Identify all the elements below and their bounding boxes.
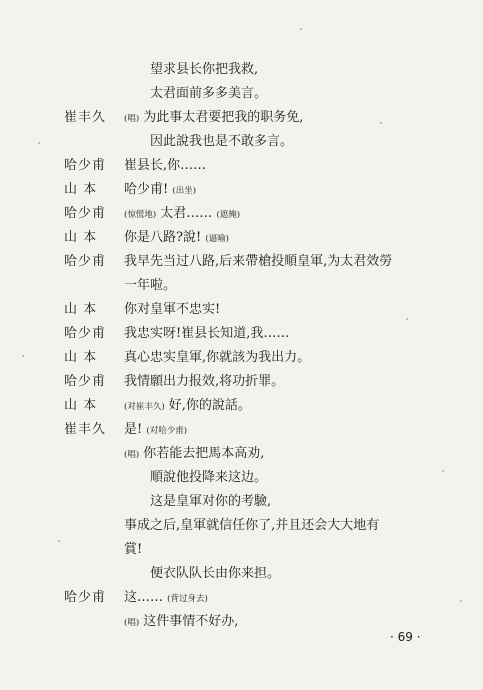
- speaker-name: 山 本: [64, 182, 98, 197]
- verse-line: [124, 518, 379, 534]
- line-text: 这……: [124, 590, 164, 605]
- line-text: 这是皇軍对你的考驗,: [150, 494, 272, 509]
- verse-line: [150, 134, 293, 150]
- dialogue-line: [124, 110, 303, 127]
- line-text: 为此事太君要把我的职务免,: [143, 110, 304, 125]
- stage-direction: (出坐): [172, 186, 197, 196]
- line-text: 是!: [124, 422, 143, 437]
- dialogue-line: [124, 182, 196, 199]
- scan-speck: [300, 28, 302, 30]
- speaker-name: 崔丰久: [64, 422, 107, 437]
- stage-tag: (唱): [124, 450, 140, 460]
- line-text: 我情願出力报效,将功折罪。: [124, 374, 285, 389]
- speaker-name: 哈少甫: [64, 590, 107, 605]
- speaker-name: 哈少甫: [64, 158, 107, 173]
- stage-direction: (惊慌地): [124, 210, 157, 220]
- line-text: 太君面前多多美言。: [150, 86, 268, 101]
- dialogue-line: [124, 158, 206, 174]
- stage-direction: (背过身去): [167, 594, 208, 604]
- line-text: 你是八路?說!: [124, 230, 202, 245]
- line-text: 賞!: [124, 542, 143, 557]
- line-text: 你若能去把馬本高劝,: [143, 446, 265, 461]
- speaker-name: 哈少甫: [64, 254, 107, 269]
- dialogue-line: [124, 278, 176, 294]
- line-text: 太君……: [160, 206, 213, 221]
- verse-line: [150, 566, 280, 582]
- dialogue-line: [124, 230, 229, 247]
- speaker-name: 山 本: [64, 230, 98, 245]
- line-text: 便衣队队长由你来担。: [150, 566, 281, 581]
- line-text: 哈少甫!: [124, 182, 169, 197]
- line-text: 崔县长,你……: [124, 158, 207, 173]
- page-number: · 69 ·: [390, 630, 421, 644]
- stage-direction: (遮掩): [216, 210, 241, 220]
- line-text: 一年啦。: [124, 278, 177, 293]
- line-text: 我早先当过八路,后来帶槍投順皇軍,为太君效勞: [124, 254, 393, 269]
- line-text: 事成之后,皇軍就信任你了,并且还会大大地有: [124, 518, 380, 533]
- speaker-name: 哈少甫: [64, 206, 107, 221]
- verse-line: [150, 470, 267, 486]
- speaker-name: 山 本: [64, 350, 98, 365]
- verse-line: [150, 494, 271, 510]
- dialogue-line: [124, 374, 284, 390]
- speaker-name: 崔丰久: [64, 110, 107, 125]
- line-text: 我忠实呀!崔县长知道,我……: [124, 326, 290, 341]
- stage-direction: (逼喻): [205, 234, 229, 244]
- dialogue-line: [124, 422, 187, 439]
- dialogue-line: [124, 206, 240, 223]
- line-text: 順說他投降来这边。: [150, 470, 268, 485]
- speaker-name: 山 本: [64, 302, 98, 317]
- scan-speck: [460, 600, 462, 602]
- dialogue-line: [124, 350, 310, 366]
- verse-line: [124, 614, 238, 631]
- scan-speck: [22, 355, 24, 357]
- speaker-name: 哈少甫: [64, 326, 107, 341]
- verse-line: [124, 446, 264, 463]
- scan-speck: [406, 318, 408, 320]
- line-text: 因此說我也是不敢多言。: [150, 134, 294, 149]
- dialogue-line: [124, 590, 208, 607]
- stage-direction: (对崔丰久): [124, 402, 165, 412]
- scan-speck: [442, 470, 444, 472]
- line-text: 好,你的說話。: [168, 398, 251, 413]
- line-text: 你对皇軍不忠实!: [124, 302, 221, 317]
- speaker-name: 哈少甫: [64, 374, 107, 389]
- verse-line: [150, 62, 258, 78]
- stage-direction: (对哈少甫): [146, 426, 188, 436]
- line-text: 真心忠实皇軍,你就該为我出力。: [124, 350, 311, 365]
- verse-line: [150, 86, 267, 102]
- scan-speck: [380, 122, 382, 124]
- line-text: 这件事情不好办,: [143, 614, 239, 629]
- dialogue-line: [124, 326, 289, 342]
- stage-tag: (唱): [124, 114, 140, 124]
- verse-line: [124, 542, 142, 558]
- speaker-name: 山 本: [64, 398, 98, 413]
- dialogue-line: [124, 302, 220, 318]
- scan-speck: [58, 540, 60, 542]
- line-text: 望求县长你把我救,: [150, 62, 259, 77]
- dialogue-line: [124, 254, 392, 270]
- scan-speck: [38, 142, 40, 144]
- dialogue-line: [124, 398, 251, 415]
- stage-tag: (唱): [124, 618, 140, 628]
